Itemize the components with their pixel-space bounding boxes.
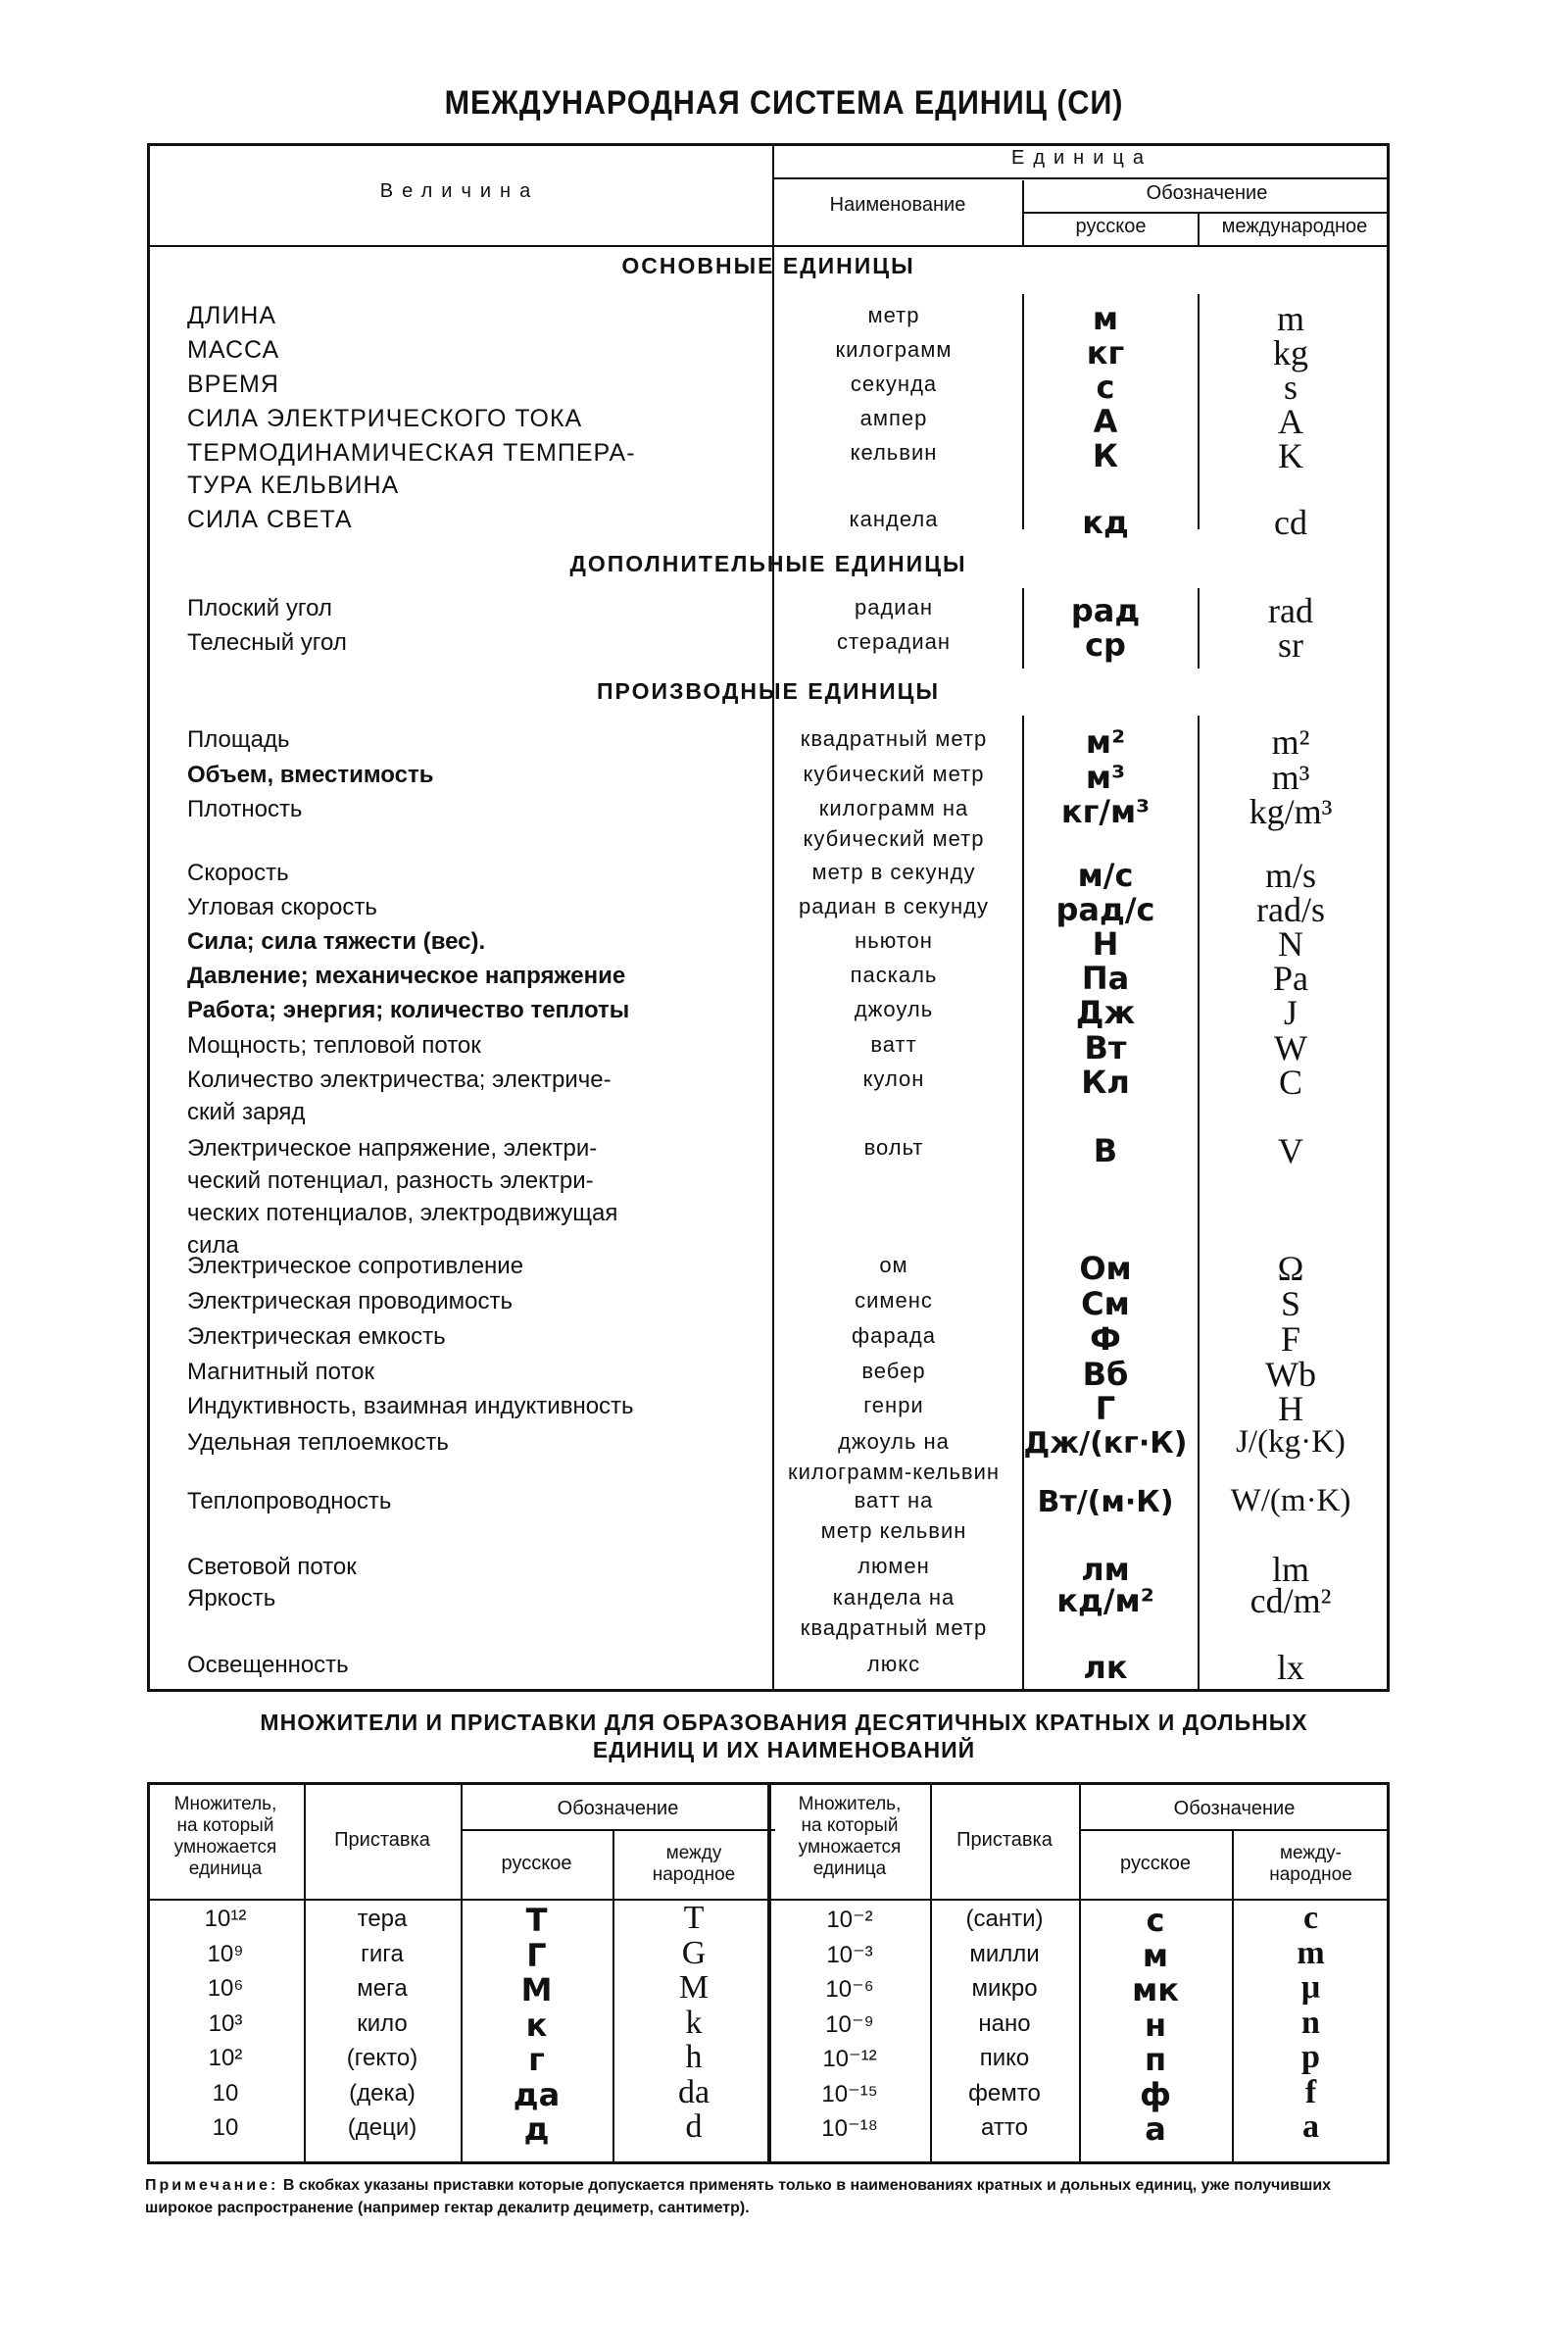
unit-row [150,1319,1387,1359]
unit-name-cell: кулон [862,1066,925,1091]
quantity-cell: Количество электричества; электриче- ский заряд [187,1066,612,1125]
prefix-cell: (дека) [349,2079,416,2107]
unit-name-cell: метр [867,303,920,327]
russian-symbol-cell: Вб [1082,1356,1129,1393]
prefix-cell: нано [978,2009,1031,2037]
multiplier-cell: 10 [212,2114,239,2141]
prefix-cell: (гекто) [346,2045,418,2071]
intl-symbol-cell: k [685,2004,703,2041]
unit-row [150,758,1387,797]
multiplier-cell: 10⁹ [207,1940,244,1967]
russian-symbol-cell: лм [1081,1551,1130,1588]
unit-row [150,1028,1387,1067]
footnote-text: В скобках указаны приставки которые допускается применять только в наименованиях кратных и дольных единиц, уже получивших широкое распространение (например гектар декалитр дециметр, сантиметр). [145,2177,1332,2216]
prefix-cell: милли [969,1940,1040,1967]
unit-row [150,368,1387,407]
intl-symbol-cell: h [685,2039,703,2075]
unit-row [150,856,1387,895]
intl-symbol-cell: Pa [1273,959,1308,998]
header-international: международное [1221,216,1368,237]
russian-symbol-cell: г [528,2041,545,2078]
quantity-cell: Световой поток [187,1554,357,1580]
section-derived: ПРОИЗВОДНЫЕ ЕДИНИЦЫ [597,678,940,704]
unit-name-cell: кандела [849,507,939,531]
russian-symbol-cell: Т [525,1902,548,1939]
unit-row [150,503,1387,542]
quantity-cell: Телесный угол [187,629,347,656]
header-russian: русское [1120,1853,1191,1874]
quantity-cell: Работа; энергия; количество теплоты [187,997,630,1023]
quantity-cell: СИЛА СВЕТА [187,506,353,533]
header-designation: Обозначение [557,1798,679,1819]
unit-name-cell: стерадиан [836,629,952,654]
intl-symbol-cell: Wb [1265,1355,1316,1394]
russian-symbol-cell: с [1096,369,1115,406]
unit-name-cell: квадратный метр [800,726,988,751]
header-unit: Единица [1011,147,1152,169]
russian-symbol-cell: Дж [1075,994,1136,1031]
intl-symbol-cell: cd [1274,503,1307,542]
quantity-cell: СИЛА ЭЛЕКТРИЧЕСКОГО ТОКА [187,405,583,432]
header-designation: Обозначение [1173,1798,1296,1819]
header-international: между народное [652,1843,736,1885]
russian-symbol-cell: кг/м³ [1060,793,1151,830]
quantity-cell: Давление; механическое напряжение [187,963,626,989]
prefix-cell: (санти) [965,1906,1044,1932]
unit-name-cell: вебер [861,1359,926,1383]
russian-symbol-cell: к [525,2006,548,2044]
unit-name-cell: генри [863,1393,924,1417]
intl-symbol-cell: J/(kg·K) [1236,1424,1346,1460]
intl-symbol-cell: m² [1271,722,1310,762]
russian-symbol-cell: кг [1086,334,1125,372]
unit-row [150,1581,1387,1640]
intl-symbol-cell: a [1302,2108,1319,2145]
russian-symbol-cell: Ом [1079,1250,1132,1287]
russian-symbol-cell: А [1093,403,1118,440]
unit-row [150,993,1387,1032]
quantity-cell: ТЕРМОДИНАМИЧЕСКАЯ ТЕМПЕРА- ТУРА КЕЛЬВИНА [187,439,636,499]
russian-symbol-cell: Вт/(м·К) [1037,1485,1174,1519]
intl-symbol-cell: M [678,1969,710,2006]
unit-row [150,1063,1387,1125]
intl-symbol-cell: V [1278,1131,1303,1170]
prefix-cell: микро [971,1975,1038,2002]
intl-symbol-cell: f [1304,2073,1317,2110]
quantity-cell: Теплопроводность [187,1488,392,1514]
unit-name-cell: ватт на метр кельвин [820,1488,967,1543]
quantity-cell: Объем, вместимость [187,762,434,788]
unit-name-cell: килограмм [835,337,953,362]
russian-symbol-cell: да [513,2075,561,2113]
quantity-cell: Сила; сила тяжести (вес). [187,928,486,955]
russian-symbol-cell: Па [1081,960,1130,997]
unit-row [150,792,1387,851]
prefix-cell: пико [979,2045,1030,2071]
unit-row [150,402,1387,441]
unit-name-cell: фарада [852,1323,936,1348]
intl-symbol-cell: cd/m² [1250,1581,1332,1620]
intl-symbol-cell: m [1297,1934,1325,1971]
intl-symbol-cell: kg [1273,333,1308,372]
quantity-cell: ДЛИНА [187,302,277,329]
prefix-cell: тера [357,1906,408,1932]
russian-symbol-cell: М [520,1971,553,2008]
header-russian: русское [1075,216,1147,237]
prefix-cell: мега [357,1975,408,2002]
russian-symbol-cell: Дж/(кг·К) [1023,1426,1188,1461]
intl-symbol-cell: W [1274,1028,1307,1067]
russian-symbol-cell: м² [1085,723,1126,761]
multiplier-cell: 10⁻³ [826,1941,873,1968]
russian-symbol-cell: м/с [1077,857,1134,894]
header-multiplier: Множитель, на который умножается единица [173,1794,277,1879]
intl-symbol-cell: m [1276,299,1304,338]
intl-symbol-cell: da [677,2073,710,2110]
quantity-cell: Удельная теплоемкость [187,1429,449,1456]
quantity-cell: Плотность [187,796,303,822]
footnote-label: Примечание: [145,2177,279,2194]
unit-name-cell: ньютон [855,928,933,953]
section-supplementary: ДОПОЛНИТЕЛЬНЫЕ ЕДИНИЦЫ [569,551,967,576]
unit-row [150,333,1387,372]
header-multiplier: Множитель, на который умножается единица [798,1794,902,1879]
intl-symbol-cell: μ [1300,1969,1321,2006]
unit-row [150,959,1387,998]
quantity-cell: Электрическая проводимость [187,1288,513,1314]
multiplier-cell: 10⁻⁹ [825,2010,874,2038]
multiplier-cell: 10⁻² [826,1907,873,1933]
quantity-cell: Мощность; тепловой поток [187,1032,481,1059]
multiplier-cell: 10⁻¹² [822,2046,877,2072]
russian-symbol-cell: м [1092,300,1119,337]
multiplier-cell: 10⁶ [207,1975,244,2002]
russian-symbol-cell: В [1093,1132,1118,1169]
unit-name-cell: ватт [870,1032,917,1057]
prefix-cell: кило [357,2009,408,2037]
intl-symbol-cell: sr [1278,625,1303,665]
multiplier-cell: 10² [208,2045,243,2071]
unit-name-cell: метр в секунду [811,860,976,884]
unit-name-cell: люкс [866,1652,921,1676]
intl-symbol-cell: F [1280,1319,1301,1359]
header-prefix: Приставка [334,1829,430,1851]
quantity-cell: Электрическое сопротивление [187,1253,524,1279]
multiplier-cell: 10¹² [204,1906,247,1932]
unit-row [150,1550,1387,1589]
prefix-table-title: МНОЖИТЕЛИ И ПРИСТАВКИ ДЛЯ ОБРАЗОВАНИЯ ДЕСЯТИЧНЫХ КРАТНЫХ И ДОЛЬНЫХ ЕДИНИЦ И ИХ НАИМЕНОВАНИЙ [260,1710,1308,1762]
russian-symbol-cell: с [1146,1902,1165,1939]
russian-symbol-cell: а [1145,2110,1166,2148]
unit-row [150,1483,1387,1543]
quantity-cell: Площадь [187,726,290,753]
intl-symbol-cell: J [1283,993,1298,1032]
russian-symbol-cell: мк [1132,1971,1179,2008]
intl-symbol-cell: kg/m³ [1249,792,1333,831]
quantity-cell: МАССА [187,336,280,364]
intl-symbol-cell: m/s [1264,856,1316,895]
unit-name-cell: кубический метр [803,762,985,786]
unit-name-cell: джоуль [854,997,934,1021]
russian-symbol-cell: Г [1095,1390,1116,1427]
unit-name-cell: вольт [863,1135,924,1160]
quantity-cell: Индуктивность, взаимная индуктивность [187,1393,634,1419]
russian-symbol-cell: рад [1070,592,1141,629]
intl-symbol-cell: H [1278,1389,1303,1428]
russian-symbol-cell: К [1092,437,1119,474]
quantity-cell: Освещенность [187,1652,349,1678]
russian-symbol-cell: кд/м² [1056,1582,1154,1619]
unit-row [150,924,1387,964]
unit-name-cell: джоуль на килограмм-кельвин [787,1429,1001,1484]
unit-name-cell: паскаль [850,963,938,987]
intl-symbol-cell: K [1278,436,1303,475]
prefix-cell: гига [361,1940,404,1967]
intl-symbol-cell: W/(m·K) [1230,1483,1351,1518]
unit-name-cell: ом [879,1253,908,1277]
unit-name-cell: люмен [858,1554,930,1578]
page-title: МЕЖДУНАРОДНАЯ СИСТЕМА ЕДИНИЦ (СИ) [444,84,1124,122]
unit-name-cell: радиан в секунду [799,894,989,918]
header-prefix: Приставка [956,1829,1053,1851]
russian-symbol-cell: Г [526,1936,547,1974]
russian-symbol-cell: ф [1140,2075,1171,2113]
russian-symbol-cell: Н [1092,925,1119,963]
intl-symbol-cell: p [1301,2039,1320,2075]
multiplier-cell: 10⁻¹⁸ [821,2115,878,2142]
quantity-cell: ВРЕМЯ [187,371,279,398]
russian-symbol-cell: Ф [1090,1320,1121,1358]
section-base: ОСНОВНЫЕ ЕДИНИЦЫ [621,253,915,278]
intl-symbol-cell: G [681,1934,707,1971]
unit-row [150,1355,1387,1394]
header-designation: Обозначение [1146,182,1268,204]
header-quantity: Величина [379,180,540,202]
unit-row [150,1648,1387,1687]
russian-symbol-cell: м [1142,1936,1169,1974]
intl-symbol-cell: T [683,1900,705,1936]
unit-name-cell: радиан [855,595,933,620]
quantity-cell: Электрическое напряжение, электри- ческий потенциал, разность электри- ческих потенциалов, электродвижущая сила [187,1135,618,1259]
header-russian: русское [501,1853,572,1874]
unit-row [150,722,1387,762]
quantity-cell: Яркость [187,1585,276,1611]
intl-symbol-cell: S [1280,1284,1301,1323]
intl-symbol-cell: lx [1276,1648,1304,1687]
multiplier-cell: 10 [212,2079,239,2107]
unit-name-cell: кельвин [850,440,938,465]
multiplier-cell: 10⁻¹⁵ [821,2080,878,2107]
prefix-cell: фемто [968,2079,1041,2107]
unit-row [150,890,1387,929]
intl-symbol-cell: A [1278,402,1303,441]
unit-row [150,1424,1387,1484]
intl-symbol-cell: s [1283,368,1298,407]
header-name: Наименование [829,194,966,216]
unit-name-cell: секунда [850,372,938,396]
russian-symbol-cell: ср [1085,626,1126,664]
quantity-cell: Скорость [187,860,289,886]
intl-symbol-cell: rad/s [1256,890,1325,929]
intl-symbol-cell: Ω [1277,1249,1304,1288]
multiplier-cell: 10³ [208,2009,243,2037]
unit-row [150,1249,1387,1288]
unit-name-cell: ампер [859,406,928,430]
prefix-cell: атто [981,2114,1028,2141]
intl-symbol-cell: N [1278,924,1303,964]
russian-symbol-cell: лк [1083,1649,1128,1686]
russian-symbol-cell: м³ [1085,759,1126,796]
prefix-cell: (деци) [347,2114,417,2141]
multiplier-cell: 10⁻⁶ [825,1976,874,2003]
quantity-cell: Плоский угол [187,595,332,621]
intl-symbol-cell: C [1278,1063,1302,1102]
unit-row [150,625,1387,665]
unit-name-cell: сименс [855,1288,933,1313]
intl-symbol-cell: n [1301,2004,1320,2041]
russian-symbol-cell: Кл [1081,1064,1130,1101]
unit-name-cell: кандела на квадратный метр [800,1585,988,1640]
intl-symbol-cell: c [1302,1900,1319,1936]
unit-name-cell: килограмм на кубический метр [803,796,985,851]
quantity-cell: Магнитный поток [187,1359,374,1385]
russian-symbol-cell: кд [1082,504,1129,541]
intl-symbol-cell: m³ [1271,758,1310,797]
unit-row [150,591,1387,630]
quantity-cell: Электрическая емкость [187,1323,446,1350]
intl-symbol-cell: d [685,2108,703,2145]
russian-symbol-cell: н [1144,2006,1167,2044]
russian-symbol-cell: п [1144,2041,1167,2078]
header-international: между- народное [1269,1843,1352,1885]
unit-row [150,1131,1387,1259]
russian-symbol-cell: Вт [1084,1029,1127,1066]
russian-symbol-cell: д [523,2110,550,2148]
quantity-cell: Угловая скорость [187,894,377,920]
unit-row [150,1389,1387,1428]
intl-symbol-cell: rad [1268,591,1313,630]
russian-symbol-cell: рад/с [1055,891,1155,928]
footnote [145,2174,1390,2219]
unit-row [150,436,1387,499]
russian-symbol-cell: См [1081,1285,1130,1322]
intl-symbol-cell: lm [1271,1550,1309,1589]
unit-row [150,1284,1387,1323]
unit-row [150,299,1387,338]
